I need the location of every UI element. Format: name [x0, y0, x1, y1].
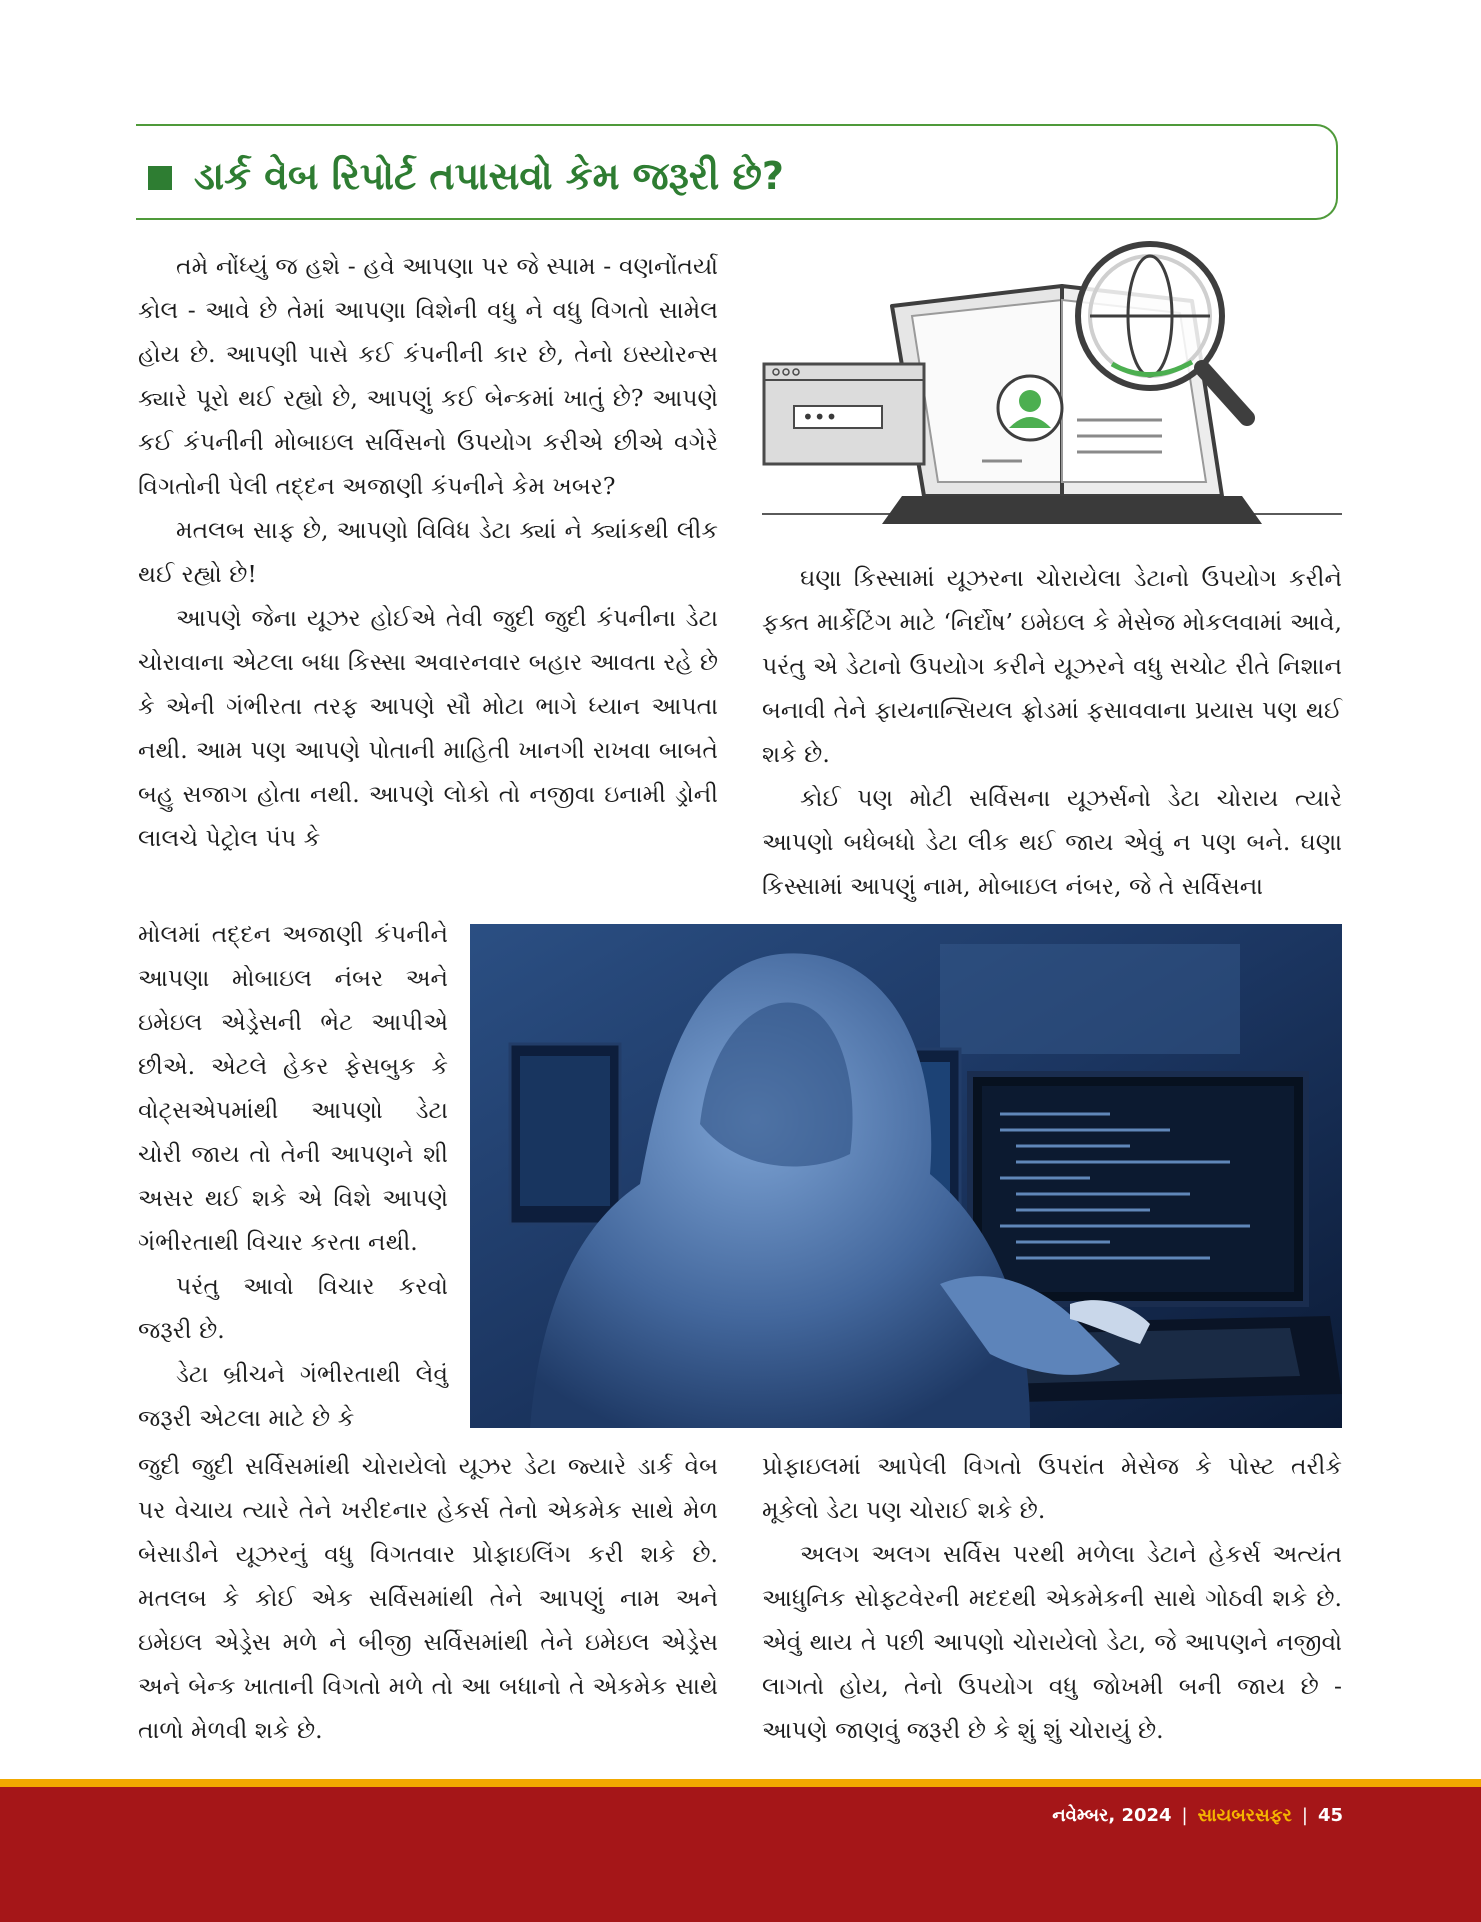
footer-gold-stripe	[0, 1779, 1481, 1787]
hacker-photo	[470, 924, 1342, 1428]
left-narrow-column	[138, 912, 448, 1440]
paragraph: કોઈ પણ મોટી સર્વિસના યૂઝર્સનો ડેટા ચોરાય ત્યારે આપણો બધેબધો ડેટા લીક થઈ જાય એવું ન પણ બને. ઘણા કિસ્સામાં આપણું નામ, મોબાઇલ નંબર, જે તે સર્વિસના	[762, 784, 1342, 900]
issue-date: નવેમ્બર, 2024	[1052, 1805, 1172, 1826]
page-footer	[1052, 1796, 1343, 1836]
right-bottom-column	[762, 1444, 1342, 1752]
laptop-search-illustration	[762, 236, 1342, 536]
paragraph: અલગ અલગ સર્વિસ પરથી મળેલા ડેટાને હેકર્સ અત્યંત આધુનિક સોફ્ટવેરની મદદથી એકમેકની સાથે ગોઠવી શકે છે. એવું થાય તે પછી આપણો ચોરાયેલો ડેટા, જે આપણને નજીવો લાગતો હોય, તેનો ઉપયોગ વધુ જોખમી બની જાય છે - આપણે જાણવું જરૂરી છે કે શું શું ચોરાયું છે.	[762, 1540, 1342, 1744]
footer-separator: |	[1301, 1805, 1308, 1826]
paragraph: ડેટા બ્રીચને ગંભીરતાથી લેવું જરૂરી એટલા માટે છે કે	[138, 1360, 448, 1432]
paragraph: મોલમાં તદ્દન અજાણી કંપનીને આપણા મોબાઇલ નંબર અને ઇમેઇલ એડ્રેસની ભેટ આપીએ છીએ. એટલે હેકર ફેસબુક કે વોટ્સએપમાંથી આપણો ડેટા ચોરી જાય તો તેની આપણને શી અસર થઈ શકે એ વિશે આપણે ગંભીરતાથી વિચાર કરતા નથી.	[138, 920, 448, 1256]
paragraph: આપણે જેના યૂઝર હોઈએ તેવી જુદી જુદી કંપનીના ડેટા ચોરાવાના એટલા બધા કિસ્સા અવારનવાર બહાર આવતા રહે છે કે એની ગંભીરતા તરફ આપણે સૌ મોટા ભાગે ધ્યાન આપતા નથી. આમ પણ આપણે પોતાની માહિતી ખાનગી રાખવા બાબતે બહુ સજાગ હોતા નથી. આપણે લોકો તો નજીવા ઇનામી ડ્રોની લાલચે પેટ્રોલ પંપ કે	[138, 604, 718, 852]
paragraph: ઘણા કિસ્સામાં યૂઝરના ચોરાયેલા ડેટાનો ઉપયોગ કરીને ફક્ત માર્કેટિંગ માટે ‘નિર્દોષ’ ઇમેઇલ કે મેસેજ મોકલવામાં આવે, પરંતુ એ ડેટાનો ઉપયોગ કરીને યૂઝરને વધુ સચોટ રીતે નિશાન બનાવી તેને ફાયનાન્સિયલ ફ્રોડમાં ફસાવવાના પ્રયાસ પણ થઈ શકે છે.	[762, 564, 1342, 768]
heading-box	[136, 124, 1338, 220]
heading-bullet-icon	[148, 166, 172, 190]
password-dots: •••	[802, 405, 838, 429]
left-top-column	[138, 244, 718, 860]
page-number: 45	[1317, 1805, 1343, 1826]
paragraph: તમે નોંધ્યું જ હશે - હવે આપણા પર જે સ્પામ - વણનોંતર્યા કોલ - આવે છે તેમાં આપણા વિશેની વધુ ને વધુ વિગતો સામેલ હોય છે. આપણી પાસે કઈ કંપનીની કાર છે, તેનો ઇસ્યોરન્સ ક્યારે પૂરો થઈ રહ્યો છે, આપણું કઈ બેન્કમાં ખાતું છે? આપણે કઈ કંપનીની મોબાઇલ સર્વિસનો ઉપયોગ કરીએ છીએ વગેરે વિગતોની પેલી તદ્દન અજાણી કંપનીને કેમ ખબર?	[138, 252, 718, 500]
left-bottom-column	[138, 1444, 718, 1752]
page-heading: ડાર્ક વેબ રિપોર્ટ તપાસવો કેમ જરૂરી છે?	[194, 154, 784, 198]
paragraph: પરંતુ આવો વિચાર કરવો જરૂરી છે.	[138, 1272, 448, 1344]
paragraph: પ્રોફાઇલમાં આપેલી વિગતો ઉપરાંત મેસેજ કે પોસ્ટ તરીકે મૂકેલો ડેટા પણ ચોરાઈ શકે છે.	[762, 1452, 1342, 1524]
footer-separator: |	[1181, 1805, 1188, 1826]
right-top-column	[762, 556, 1342, 908]
paragraph: મતલબ સાફ છે, આપણો વિવિધ ડેટા ક્યાં ને ક્યાંકથી લીક થઈ રહ્યો છે!	[138, 516, 718, 588]
magazine-name: સાયબરસફર	[1197, 1805, 1292, 1826]
paragraph: જુદી જુદી સર્વિસમાંથી ચોરાયેલો યૂઝર ડેટા જ્યારે ડાર્ક વેબ પર વેચાય ત્યારે તેને ખરીદનાર હેકર્સ તેનો એકમેક સાથે મેળ બેસાડીને યૂઝરનું વધુ વિગતવાર પ્રોફાઇલિંગ કરી શકે છે. મતલબ કે કોઈ એક સર્વિસમાંથી તેને આપણું નામ અને ઇમેઇલ એડ્રેસ મળે ને બીજી સર્વિસમાંથી તેને ઇમેઇલ એડ્રેસ અને બેન્ક ખાતાની વિગતો મળે તો આ બધાનો તે એકમેક સાથે તાળો મેળવી શકે છે.	[138, 1452, 718, 1744]
